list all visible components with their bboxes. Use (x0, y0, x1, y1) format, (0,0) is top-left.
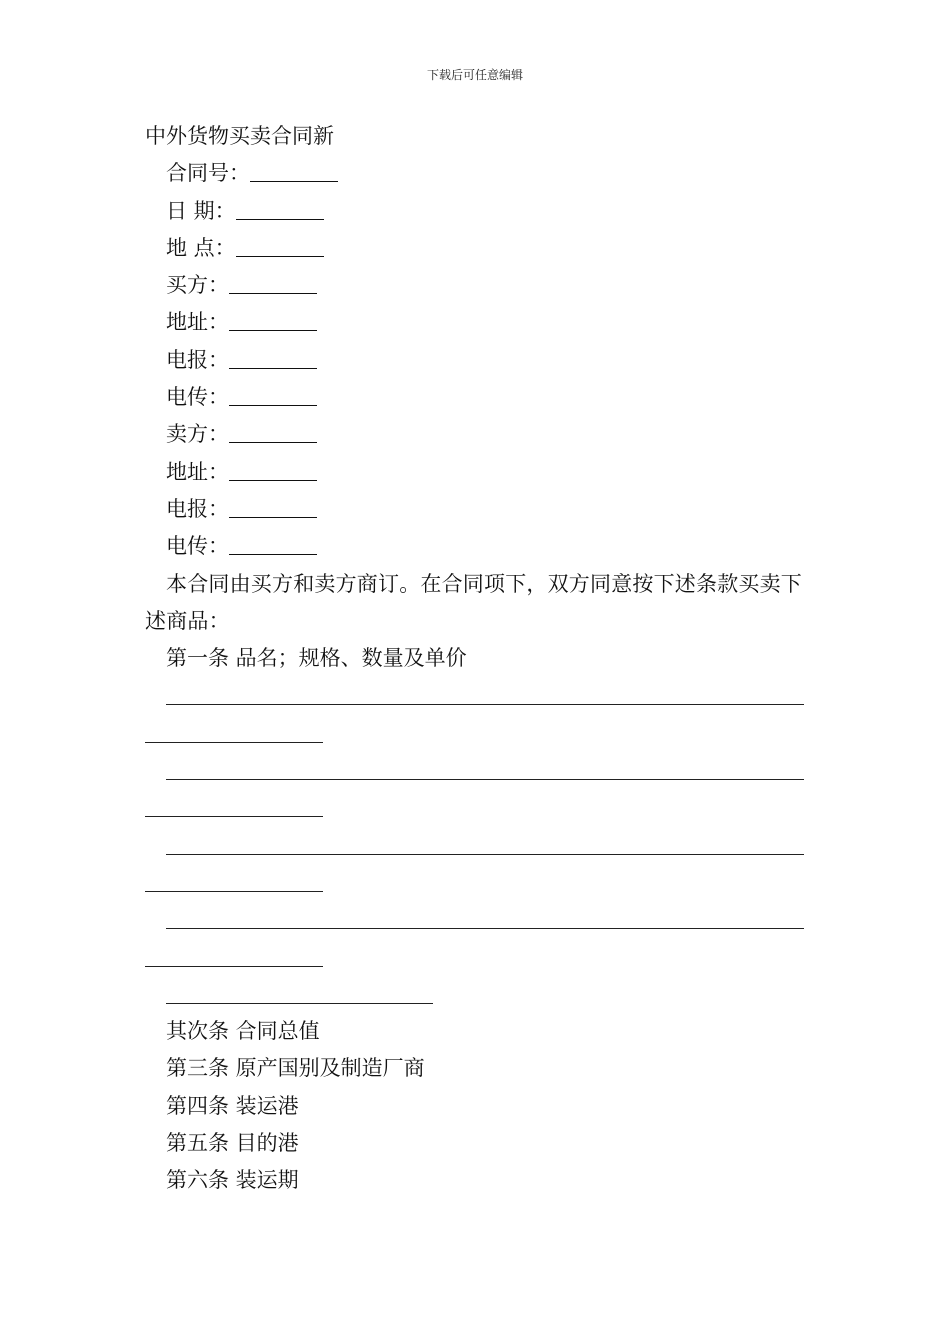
field-label: 电传： (166, 534, 229, 559)
goods-entry-line (145, 827, 807, 864)
field-label: 买方： (166, 273, 229, 298)
field-label: 电报： (166, 347, 229, 372)
field-label: 地址： (166, 459, 229, 484)
field-place (145, 230, 807, 267)
goods-entry-line (145, 901, 807, 938)
field-label: 合同号： (166, 161, 250, 186)
field-label: 地址： (166, 310, 229, 335)
fill-in-blank (229, 347, 317, 369)
article-4-heading: 第四条 装运港 (166, 1093, 299, 1118)
intro-paragraph: 本合同由买方和卖方商订。在合同项下，双方同意按下述条款买卖下述商品： (145, 571, 802, 633)
fill-in-blank (229, 459, 317, 481)
goods-entry-line (145, 677, 807, 714)
field-buyer-telegram (145, 342, 807, 379)
article-6-heading: 第六条 装运期 (166, 1168, 299, 1193)
field-label: 电报： (166, 496, 229, 521)
fill-in-blank (229, 421, 317, 443)
article-5-heading: 第五条 目的港 (166, 1131, 299, 1156)
page-header-note: 下载后可任意编辑 (426, 68, 523, 82)
document-title: 中外货物买卖合同新 (145, 124, 334, 148)
fill-in-blank (250, 160, 338, 182)
goods-entry-line-continued (145, 789, 807, 826)
field-buyer (145, 267, 807, 304)
field-label: 卖方： (166, 422, 229, 447)
goods-entry-line (145, 752, 807, 789)
fill-in-blank (229, 272, 317, 294)
goods-entry-line-continued (145, 939, 807, 976)
article-2-heading: 其次条 合同总值 (166, 1019, 320, 1044)
field-date (145, 193, 807, 230)
contract-document (145, 118, 807, 1200)
field-seller (145, 416, 807, 453)
field-buyer-telex (145, 379, 807, 416)
goods-entry-line-continued (145, 715, 807, 752)
field-contract-number (145, 155, 807, 192)
field-label: 电传： (166, 385, 229, 410)
fill-in-blank (236, 198, 324, 220)
field-label: 日 期： (166, 198, 236, 223)
fill-in-blank (229, 309, 317, 331)
article-3-heading: 第三条 原产国别及制造厂商 (166, 1056, 425, 1081)
fill-in-blank (229, 496, 317, 518)
article-1-heading: 第一条 品名；规格、数量及单价 (166, 646, 467, 671)
field-buyer-address (145, 304, 807, 341)
fill-in-blank (236, 235, 324, 257)
fill-in-blank (229, 533, 317, 555)
fill-in-blank (229, 384, 317, 406)
field-seller-address (145, 454, 807, 491)
field-seller-telegram (145, 491, 807, 528)
goods-entry-line-continued (145, 864, 807, 901)
field-seller-telex (145, 528, 807, 565)
goods-entry-line-short (145, 976, 807, 1013)
field-label: 地 点： (166, 235, 236, 260)
